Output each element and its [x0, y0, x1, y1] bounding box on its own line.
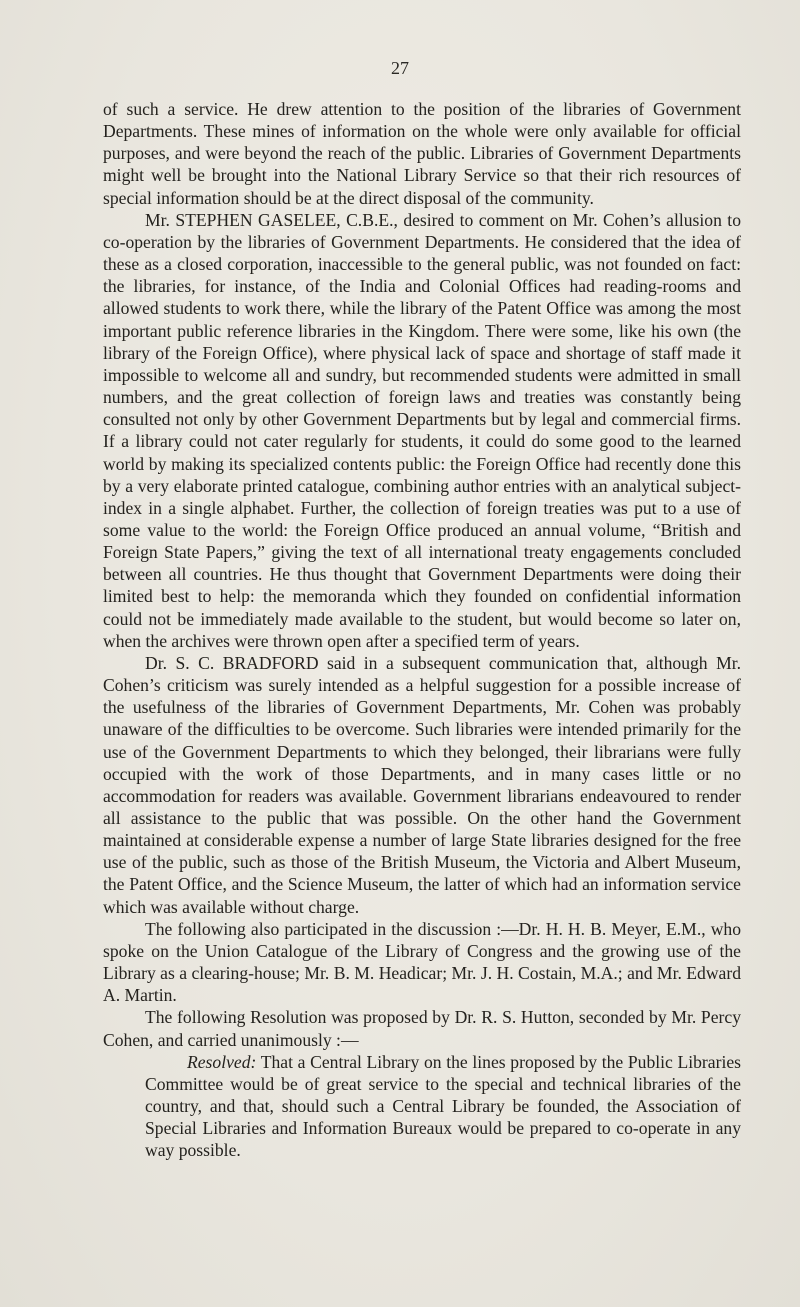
paragraph-gaselee: Mr. STEPHEN GASELEE, C.B.E., desired to comment on Mr. Cohen’s allusion to co-operation by the libraries of Government Departments. He considered that the idea of these as a closed corporation, inaccessible to the general public, was not founded on fact: the libraries, for instance, of the India and Colonial Offices had reading-rooms and allowed students to work there, while the library of the Patent Office was among the most important public reference libraries in the Kingdom. There were some, like his own (the library of the Foreign Office), where physical lack of space and shortage of staff made it impossible to welcome all and sundry, but recommended students were admitted in small numbers, and the great collection of foreign laws and treaties was constantly being consulted not only by other Government Departments but by legal and commercial firms. If a library could not cater regularly for students, it could do some good to the learned world by making its specialized contents public: the Foreign Office had recently done this by a very elaborate printed catalogue, combining author entries with an analytical subject-index in a single alphabet. Further, the collection of foreign treaties was put to a use of some value to the world: the Foreign Office produced an annual volume, “British and Foreign State Papers,” giving the text of all international treaty engagements concluded between all countries. He thus thought that Government Departments were doing their limited best to help: the memoranda which they founded on confidential information could not be immediately made available to the student, but would become so later on, when the archives were thrown open after a specified term of years. [103, 209, 741, 651]
paragraph-bradford: Dr. S. C. BRADFORD said in a subsequent communication that, although Mr. Cohen’s criticism was surely intended as a helpful suggestion for a possible increase of the usefulness of the libraries of Government Departments, Mr. Cohen was probably unaware of the difficulties to be overcome. Such libraries were intended primarily for the use of the Government Departments to which they belonged, their librarians were fully occupied with the work of those Departments, and in many cases little or no accommodation for readers was available. Government librarians endeavoured to render all assistance to the public that was possible. On the other hand the Government maintained at considerable expense a number of large State libraries designed for the free use of the public, such as those of the British Museum, the Victoria and Albert Museum, the Patent Office, and the Science Museum, the latter of which had an information service which was available without charge. [103, 652, 741, 917]
paragraph-resolution-intro: The following Resolution was proposed by Dr. R. S. Hutton, seconded by Mr. Percy Cohen, and carried unanimously :— [103, 1007, 741, 1050]
body-text [103, 98, 741, 1162]
resolution-text: That a Central Library on the lines proposed by the Public Libraries Committee would be of great service to the special and technical libraries of the country, and that, should such a Central Library be founded, the Association of Special Libraries and Information Bureaux would be prepared to co-operate in any way possible. [145, 1051, 741, 1161]
resolution-paragraph [145, 1051, 741, 1162]
page-number: 27 [391, 58, 409, 78]
paragraph-participants: The following also participated in the discussion :—Dr. H. H. B. Meyer, E.M., who spoke on the Union Catalogue of the Library of Congress and the growing use of the Library as a clearing-house; Mr. B. M. Headicar; Mr. J. H. Costain, M.A.; and Mr. Edward A. Martin. [103, 918, 741, 1006]
resolution-label: Resolved: [187, 1051, 257, 1072]
paragraph-continuation: of such a service. He drew attention to the position of the libraries of Government Departments. These mines of information on the whole were only available for official purposes, and were beyond the reach of the public. Libraries of Government Departments might well be brought into the National Library Service so that their rich resources of special information should be at the direct disposal of the community. [103, 99, 741, 208]
